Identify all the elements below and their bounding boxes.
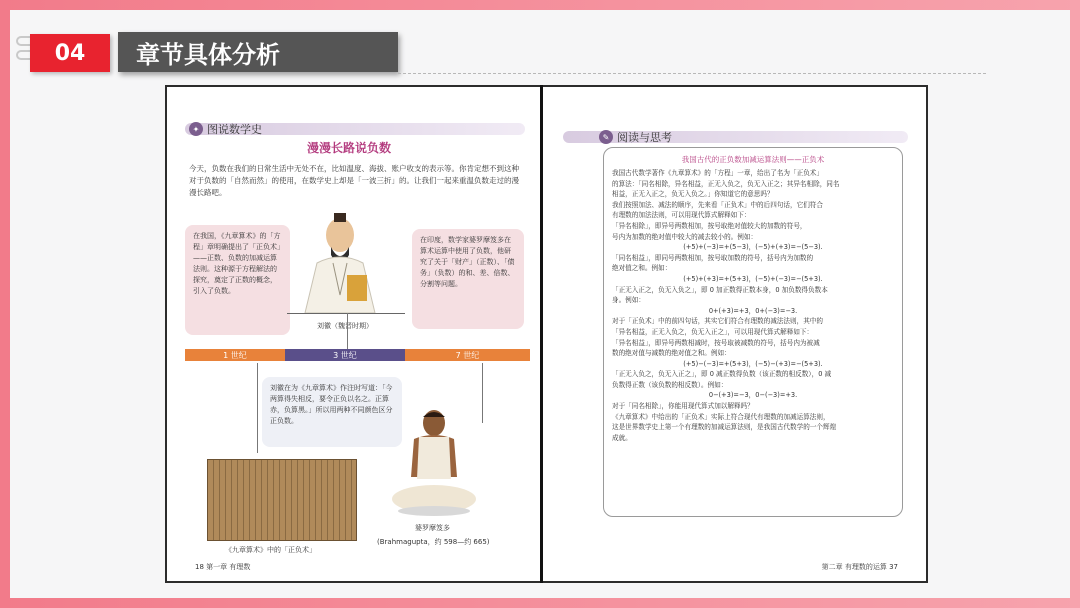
reading-line: 「同名相益」，即同号两数相加，按号取加数的符号，括号内为加数的	[612, 253, 814, 262]
bamboo-slips-image	[207, 459, 357, 541]
timeline-connector-2	[347, 313, 348, 349]
liu-hui-stand-line	[287, 313, 405, 314]
right-section-label: 阅读与思考	[617, 131, 672, 144]
reading-line: (+5)+(−3)=+(5−3)，(−5)+(+3)=−(5−3).	[683, 243, 823, 252]
reading-box-text	[612, 168, 894, 443]
timeline-7th-century: 7 世纪	[405, 349, 530, 361]
brahmagupta-caption-cn: 婆罗摩笈多	[415, 524, 450, 532]
reading-line: 「异名相益，正无入负之，负无入正之」，可以用现代算式解释如下：	[612, 327, 814, 336]
reading-line: 对于「正负术」中的前四句话，其实它们符合有理数的减法法则，其中的	[612, 317, 823, 326]
india-note-box: 在印度，数学家婆罗摩笈多在算术运算中使用了负数，他研究了关于「财产」（正数）、「债务」（负数）的和、差、倍数、分割等问题。	[412, 229, 524, 329]
brahmagupta-figure	[389, 407, 479, 517]
reading-line: 负数得正数（该负数的相反数）。例如：	[612, 380, 728, 389]
reading-line: 号内为加数的绝对值中较大的减去较小的。例如：	[612, 232, 758, 241]
reading-line: 身。例如：	[612, 296, 645, 305]
frame-right	[1070, 0, 1080, 608]
left-page-title: 漫漫长路说负数	[307, 141, 392, 155]
reading-line: 「异名相益」，即异号两数相减时，按号取被减数的符号，括号内为被减	[612, 338, 820, 347]
reading-line: 对于「同名相除」，你能用现代算式加以解释吗？	[612, 402, 754, 411]
liu-hui-caption: 刘徽（魏晋时期）	[317, 322, 373, 330]
header-divider	[398, 73, 986, 74]
timeline-1st-century: 1 世纪	[185, 349, 285, 361]
bamboo-caption: 《九章算术》中的「正负术」	[225, 546, 316, 554]
reading-line: 「正无入负之，负无入正之」，即 0 减正数得负数（该正数的相反数），0 减	[612, 370, 832, 379]
reading-line: 绝对值之和。例如：	[612, 264, 672, 273]
left-page	[167, 87, 540, 581]
left-section-label: 图说数学史	[207, 123, 262, 136]
history-icon: ✦	[189, 122, 203, 136]
left-section-header	[189, 121, 262, 137]
timeline-3rd-century: 3 世纪	[285, 349, 405, 361]
reading-box-title: 我国古代的正负数加减运算法则——正负术	[681, 155, 825, 164]
history-timeline	[185, 349, 530, 361]
reading-line: 《九章算术》中给出的「正负术」实际上符合现代有理数的加减运算法则，	[612, 412, 830, 421]
frame-bottom	[0, 598, 1080, 608]
right-page	[543, 87, 926, 581]
textbook-spread	[165, 85, 928, 583]
left-page-footer: 18 第一章 有理数	[195, 563, 251, 571]
liu-hui-figure	[295, 205, 385, 315]
brahmagupta-caption-en: (Brahmagupta，约 598—约 665)	[377, 538, 490, 546]
reading-line: 这是世界数学史上第一个有理数的加减运算法则，是我国古代数学的一个辉煌	[612, 423, 837, 432]
section-number: 04	[30, 34, 110, 72]
reading-line: 成就。	[612, 433, 632, 442]
reading-line: (+5)−(−3)=+(5+3)，(−5)−(+3)=−(5+3).	[683, 359, 823, 368]
reading-line: 「正无入正之，负无入负之」，即 0 加正数得正数本身，0 加负数得负数本	[612, 285, 828, 294]
timeline-connector-1	[257, 363, 258, 453]
timeline-connector-3	[482, 363, 483, 423]
frame-left	[0, 0, 10, 608]
left-intro-text: 今天，负数在我们的日常生活中无处不在，比如温度、海拔、账户收支的表示等。你肯定想不到这种对于负数的「自然而然」的使用，在数学史上却是「一波三折」的。让我们一起来重温负数走过的漫漫长路吧。	[189, 164, 519, 197]
reading-line: (+5)+(+3)=+(5+3)，(−5)+(−3)=−(5+3).	[683, 274, 823, 283]
right-page-footer: 第二章 有理数的运算 37	[821, 563, 898, 571]
frame-top	[0, 0, 1080, 10]
reading-line: 相益，正无入正之，负无入负之。」你知道它的意思吗？	[612, 190, 774, 199]
section-title: 章节具体分析	[118, 32, 398, 72]
reading-line: 「异名相除」，即异号两数相加，按号取绝对值较大的加数的符号，	[612, 221, 807, 230]
reading-line: 我国古代数学著作《九章算术》的「方程」一章，给出了名为「正负术」	[612, 169, 823, 177]
reading-icon: ✎	[599, 130, 613, 144]
reading-line: 0−(+3)=−3，0−(−3)=+3.	[708, 391, 798, 400]
reading-line: 的算法：「同名相除，异名相益，正无入负之，负无入正之；其异名相除，同名	[612, 179, 840, 188]
reading-line: 我们按照加法、减法的顺序，先来看「正负术」中的后四句话，它们符合	[612, 200, 823, 209]
right-section-header	[599, 129, 672, 145]
reading-line: 数的绝对值与减数的绝对值之和。例如：	[612, 349, 731, 358]
reading-line: 有理数的加法法则，可以用现代算式解释如下：	[612, 211, 751, 220]
liuhui-note-box: 刘徽在为《九章算术》作注时写道：「今两算得失相反，要令正负以名之。正算赤，负算黑。」所以用两种不同颜色区分正负数。	[262, 377, 402, 447]
china-note-box: 在我国，《九章算术》的「方程」章明确提出了「正负术」——正数、负数的加减运算法则。这种源于方程解法的探究，奠定了正数的概念，引入了负数。	[185, 225, 290, 335]
reading-line: 0+(+3)=+3，0+(−3)=−3.	[708, 306, 798, 315]
reading-box	[603, 147, 903, 517]
